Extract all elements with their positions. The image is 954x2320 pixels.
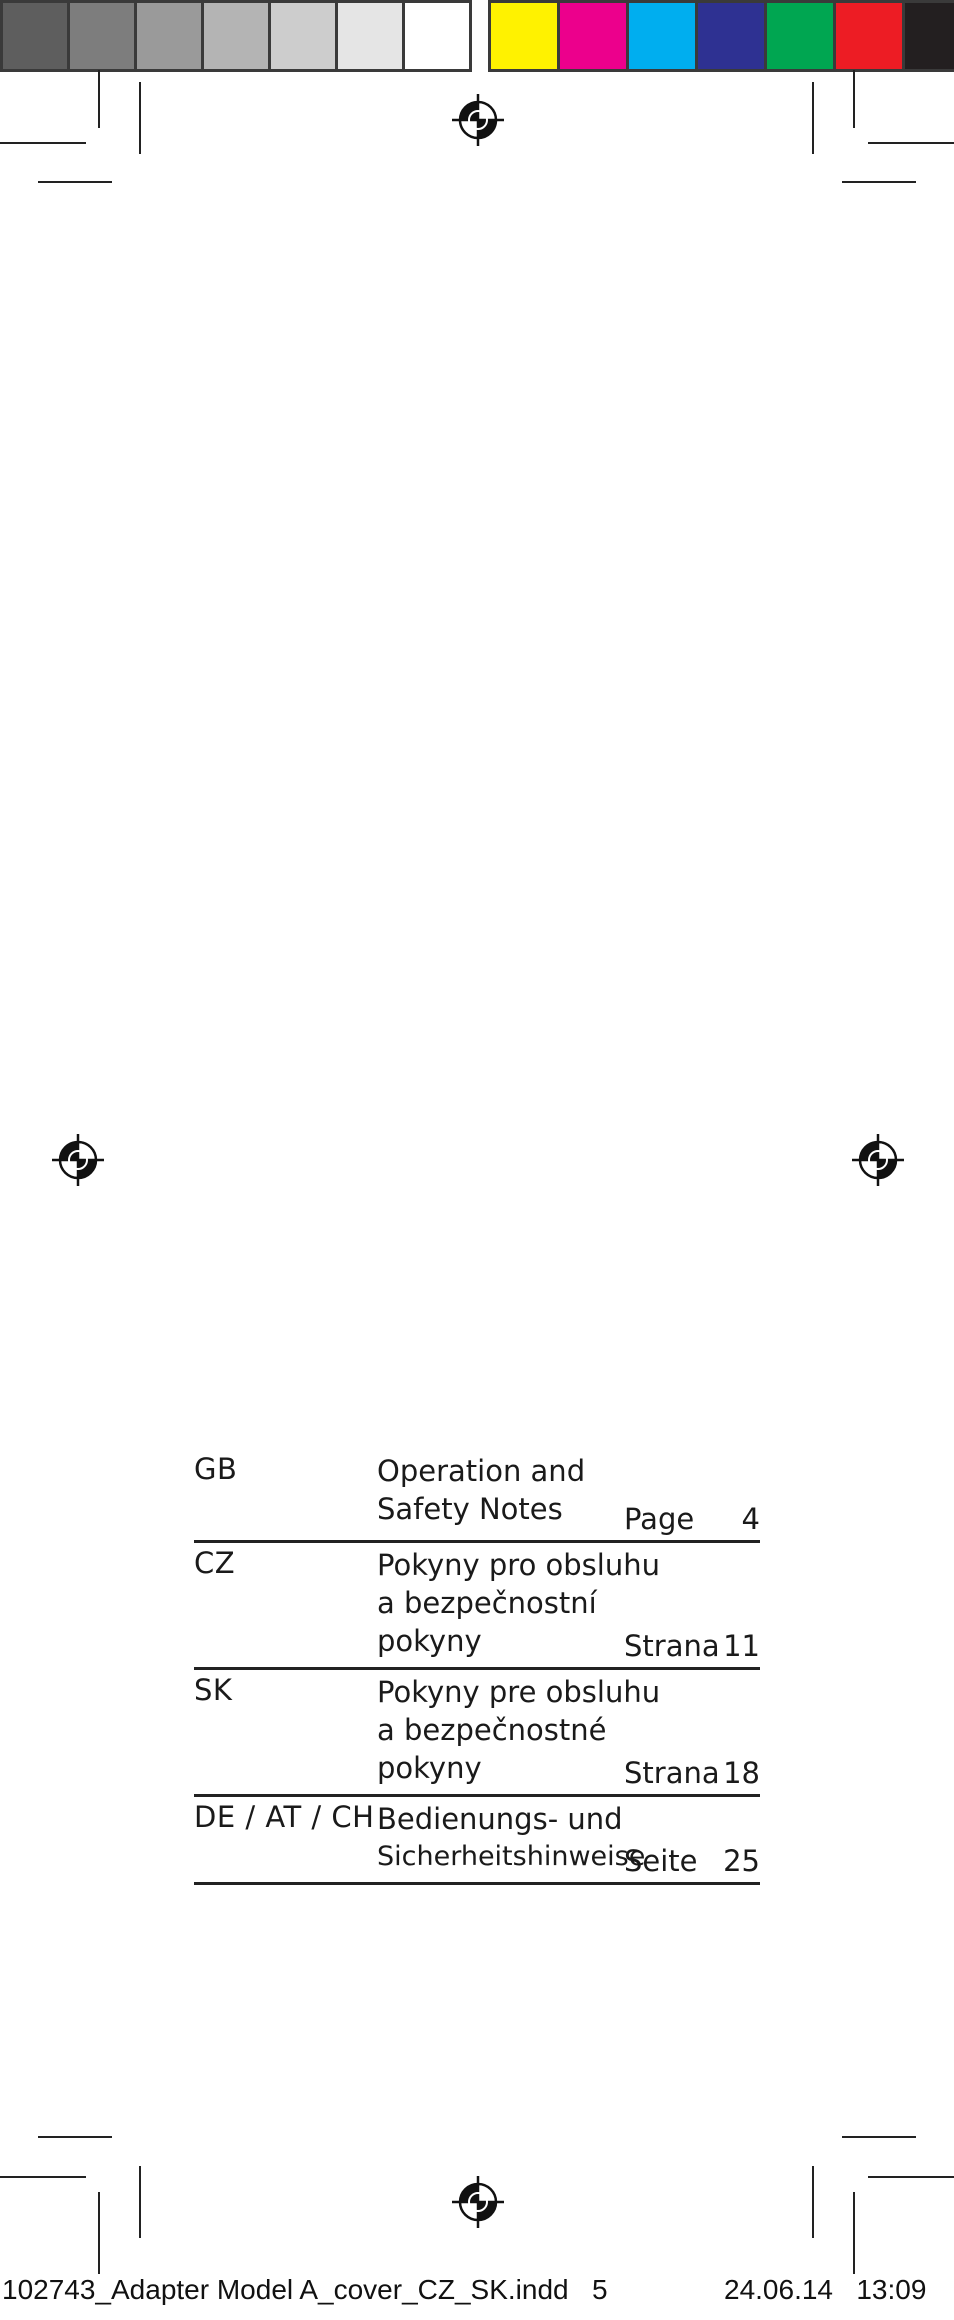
page-word: Page <box>624 1502 695 1536</box>
language-code: SK <box>194 1673 233 1707</box>
cyan-swatch <box>626 0 695 72</box>
gray-swatch-5 <box>268 0 335 72</box>
crop-mark <box>139 2166 141 2238</box>
green-swatch <box>764 0 833 72</box>
registration-mark-icon <box>50 1132 106 1188</box>
file-slug: 102743_Adapter Model A_cover_CZ_SK.indd 5 <box>2 2274 608 2305</box>
crop-mark <box>98 2192 100 2274</box>
crop-mark <box>842 2136 916 2138</box>
process-color-bar <box>488 0 954 72</box>
blue-swatch <box>695 0 764 72</box>
registration-mark-icon <box>450 92 506 148</box>
section-title: Pokyny pro obsluhu a bezpečnostní pokyny <box>377 1548 660 1658</box>
page-word: Strana <box>624 1629 720 1663</box>
page-number: 18 <box>723 1756 760 1790</box>
date-time-slug: 24.06.14 13:09 <box>724 2274 927 2305</box>
page-word: Strana <box>624 1756 720 1790</box>
crop-mark <box>868 142 954 144</box>
black-swatch <box>902 0 954 72</box>
toc-row-sk[interactable] <box>194 1673 760 1797</box>
yellow-swatch <box>488 0 557 72</box>
gray-swatch-4 <box>201 0 268 72</box>
language-code: DE / AT / CH <box>194 1800 375 1834</box>
toc-row-cz[interactable] <box>194 1546 760 1670</box>
language-code: CZ <box>194 1546 236 1580</box>
crop-mark <box>812 2166 814 2238</box>
page-number: 11 <box>723 1629 760 1663</box>
crop-mark <box>853 70 855 128</box>
crop-mark <box>139 82 141 154</box>
gray-swatch-3 <box>134 0 201 72</box>
page-number: 25 <box>723 1844 760 1878</box>
table-of-contents <box>194 1452 760 1885</box>
page-number: 4 <box>741 1502 760 1536</box>
crop-mark <box>0 142 86 144</box>
crop-mark <box>842 181 916 183</box>
section-title: Operation and Safety Notes <box>377 1454 586 1526</box>
toc-row-gb[interactable] <box>194 1452 760 1543</box>
crop-mark <box>38 181 112 183</box>
crop-mark <box>38 2136 112 2138</box>
gray-swatch-2 <box>67 0 134 72</box>
magenta-swatch <box>557 0 626 72</box>
gray-swatch-7 <box>402 0 472 72</box>
red-swatch <box>833 0 902 72</box>
language-code: GB <box>194 1452 238 1486</box>
page-word: Seite <box>624 1844 698 1878</box>
gray-swatch-1 <box>0 0 67 72</box>
grayscale-color-bar <box>0 0 472 72</box>
crop-mark <box>812 82 814 154</box>
crop-mark <box>98 70 100 128</box>
toc-row-de-at-ch[interactable] <box>194 1800 760 1885</box>
crop-mark <box>868 2176 954 2178</box>
section-title: Bedienungs- und Sicherheitshinweise <box>377 1802 646 1872</box>
crop-mark <box>853 2192 855 2274</box>
section-title: Pokyny pre obsluhu a bezpečnostné pokyny <box>377 1675 661 1785</box>
registration-mark-icon <box>850 1132 906 1188</box>
registration-mark-icon <box>450 2174 506 2230</box>
crop-mark <box>0 2176 86 2178</box>
gray-swatch-6 <box>335 0 402 72</box>
